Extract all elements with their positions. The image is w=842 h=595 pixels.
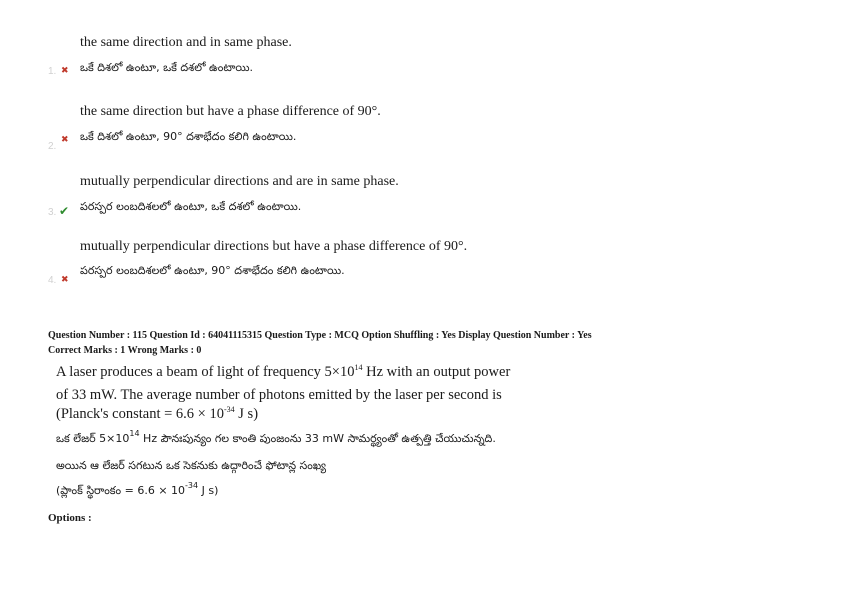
check-icon: ✔ bbox=[59, 204, 70, 218]
option-number: 2. bbox=[48, 141, 57, 152]
option-text-english: the same direction and in same phase. bbox=[80, 35, 292, 50]
option-text-english: the same direction but have a phase difference of 90°. bbox=[80, 104, 381, 119]
question-telugu-line: అయిన ఆ లేజర్ సగటున ఒక సెకనుకు ఉద్గారించే ఫోటాన్ల సంఖ్య bbox=[56, 459, 327, 472]
option-text-english: mutually perpendicular directions but have a phase difference of 90°. bbox=[80, 239, 468, 254]
option-text-english: mutually perpendicular directions and are in same phase. bbox=[80, 174, 399, 189]
question-meta: Question Number : 115 Question Id : 64041115315 Question Type : MCQ Option Shuffling : Yes Display Question Number : Yes bbox=[48, 330, 592, 341]
marks-meta: Correct Marks : 1 Wrong Marks : 0 bbox=[48, 345, 202, 356]
option-text-telugu: ఒకే దిశలో ఉంటూ, 90° దశాభేదం కలిగి ఉంటాయి. bbox=[80, 130, 297, 143]
cross-icon: ✖ bbox=[61, 275, 69, 285]
option-number: 4. bbox=[48, 275, 57, 286]
question-telugu-line: ఒక లేజర్ $5\times 10^{14}$ Hz పౌనఃపున్యం గల కాంతి పుంజంను 33 mW సామర్థ్యంతో ఉత్పత్తి చేయుచున్నది. bbox=[56, 429, 496, 445]
cross-icon: ✖ bbox=[61, 66, 69, 76]
question-english-line: of 33 mW. The average number of photons emitted by the laser per second is bbox=[56, 387, 502, 403]
option-text-telugu: పరస్పర లంబదిశలలో ఉంటూ, ఒకే దశలో ఉంటాయి. bbox=[80, 200, 302, 213]
question-telugu-line: (ప్లాంక్ స్థిరాంకం = $6.6 \times 10^{-34}$ J s) bbox=[56, 481, 219, 497]
option-text-telugu: ఒకే దిశలో ఉంటూ, ఒకే దశలో ఉంటాయి. bbox=[80, 61, 254, 74]
option-text-telugu: పరస్పర లంబదిశలలో ఉంటూ, 90° దశాభేదం కలిగి ఉంటాయి. bbox=[80, 264, 345, 277]
question-english-line: (Planck's constant = $6.6 \times 10^{-34}$ J s) bbox=[56, 405, 259, 422]
option-number: 3. bbox=[48, 207, 57, 218]
option-number: 1. bbox=[48, 66, 57, 77]
question-english-line: A laser produces a beam of light of frequency $5\times 10^{14}$ Hz with an output power bbox=[56, 363, 511, 380]
cross-icon: ✖ bbox=[61, 135, 69, 145]
options-label: Options : bbox=[48, 512, 92, 524]
